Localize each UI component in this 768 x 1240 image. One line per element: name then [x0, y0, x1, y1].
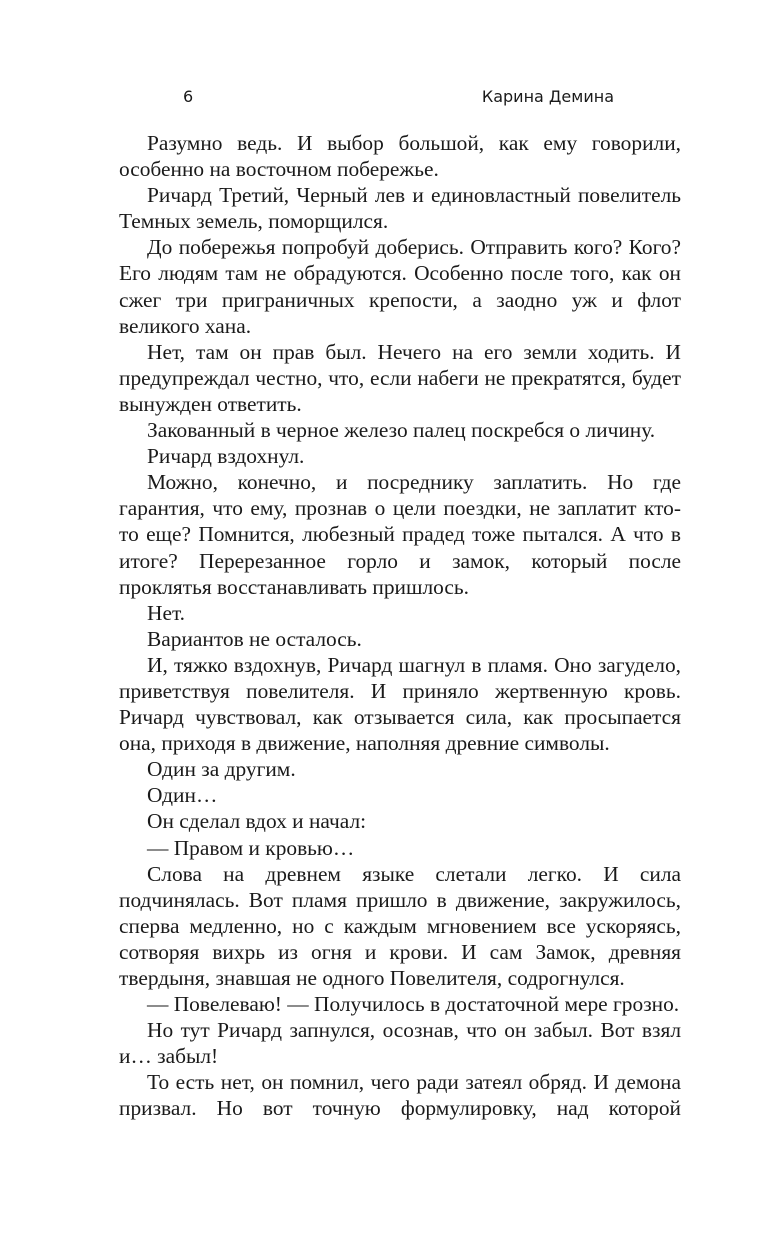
- paragraph: Но тут Ричард запнулся, осознав, что он забыл. Вот взял и… забыл!: [119, 1018, 681, 1069]
- paragraph: Нет.: [147, 600, 186, 625]
- paragraph: Один за другим.: [147, 757, 296, 782]
- paragraph: Закованный в черное железо палец поскребся о личину.: [147, 418, 656, 443]
- paragraph: Один…: [147, 783, 218, 808]
- paragraph: Он сделал вдох и начал:: [147, 809, 367, 834]
- paragraph: Разумно ведь. И выбор большой, как ему говорили, особенно на восточном побережье.: [119, 131, 681, 182]
- paragraph: Вариантов не осталось.: [147, 626, 362, 651]
- body-text: [119, 130, 681, 1122]
- paragraph: До побережья попробуй доберись. Отправить кого? Кого? Его людям там не обрадуются. Особенно после того, как он сжег три приграничных крепости, а заодно уж и флот великого хана.: [119, 235, 681, 338]
- paragraph: И, тяжко вздохнув, Ричард шагнул в пламя. Оно загудело, приветствуя повелителя. И приняло жертвенную кровь. Ричард чувствовал, как отзывается сила, как просыпается она, приходя в движение, наполняя древние символы.: [119, 652, 681, 756]
- page-header: [183, 84, 614, 110]
- paragraph: Можно, конечно, и посреднику заплатить. Но где гарантия, что ему, прознав о цели поездки, не заплатит кто-то еще? Помнится, любезный прадед тоже пытался. А что в итоге? Перерезанное горло и замок, который после проклятья восстанавливать пришлось.: [119, 470, 681, 599]
- paragraph: Нет, там он прав был. Нечего на его земли ходить. И предупреждал честно, что, если набеги не прекратятся, будет вынужден ответить.: [119, 339, 681, 416]
- paragraph: Ричард Третий, Черный лев и единовластный повелитель Темных земель, поморщился.: [119, 183, 681, 234]
- dialogue-line: — Правом и кровью…: [147, 835, 355, 860]
- paragraph: Ричард вздохнул.: [147, 444, 305, 469]
- dialogue-line: — Повелеваю! — Получилось в достаточной мере грозно.: [147, 992, 680, 1017]
- paragraph-continued: То есть нет, он помнил, чего ради затеял обряд. И демона призвал. Но вот точную формулировку, над которой: [119, 1070, 681, 1121]
- paragraph: Слова на древнем языке слетали легко. И сила подчинялась. Вот пламя пришло в движение, закружилось, сперва медленно, но с каждым мгновением все ускоряясь, сотворяя вихрь из огня и крови. И сам Замок, древняя твердыня, знавшая не одного Повелителя, содрогнулся.: [119, 861, 681, 990]
- page-number: 6: [183, 87, 194, 106]
- running-head-author: Карина Демина: [481, 87, 614, 106]
